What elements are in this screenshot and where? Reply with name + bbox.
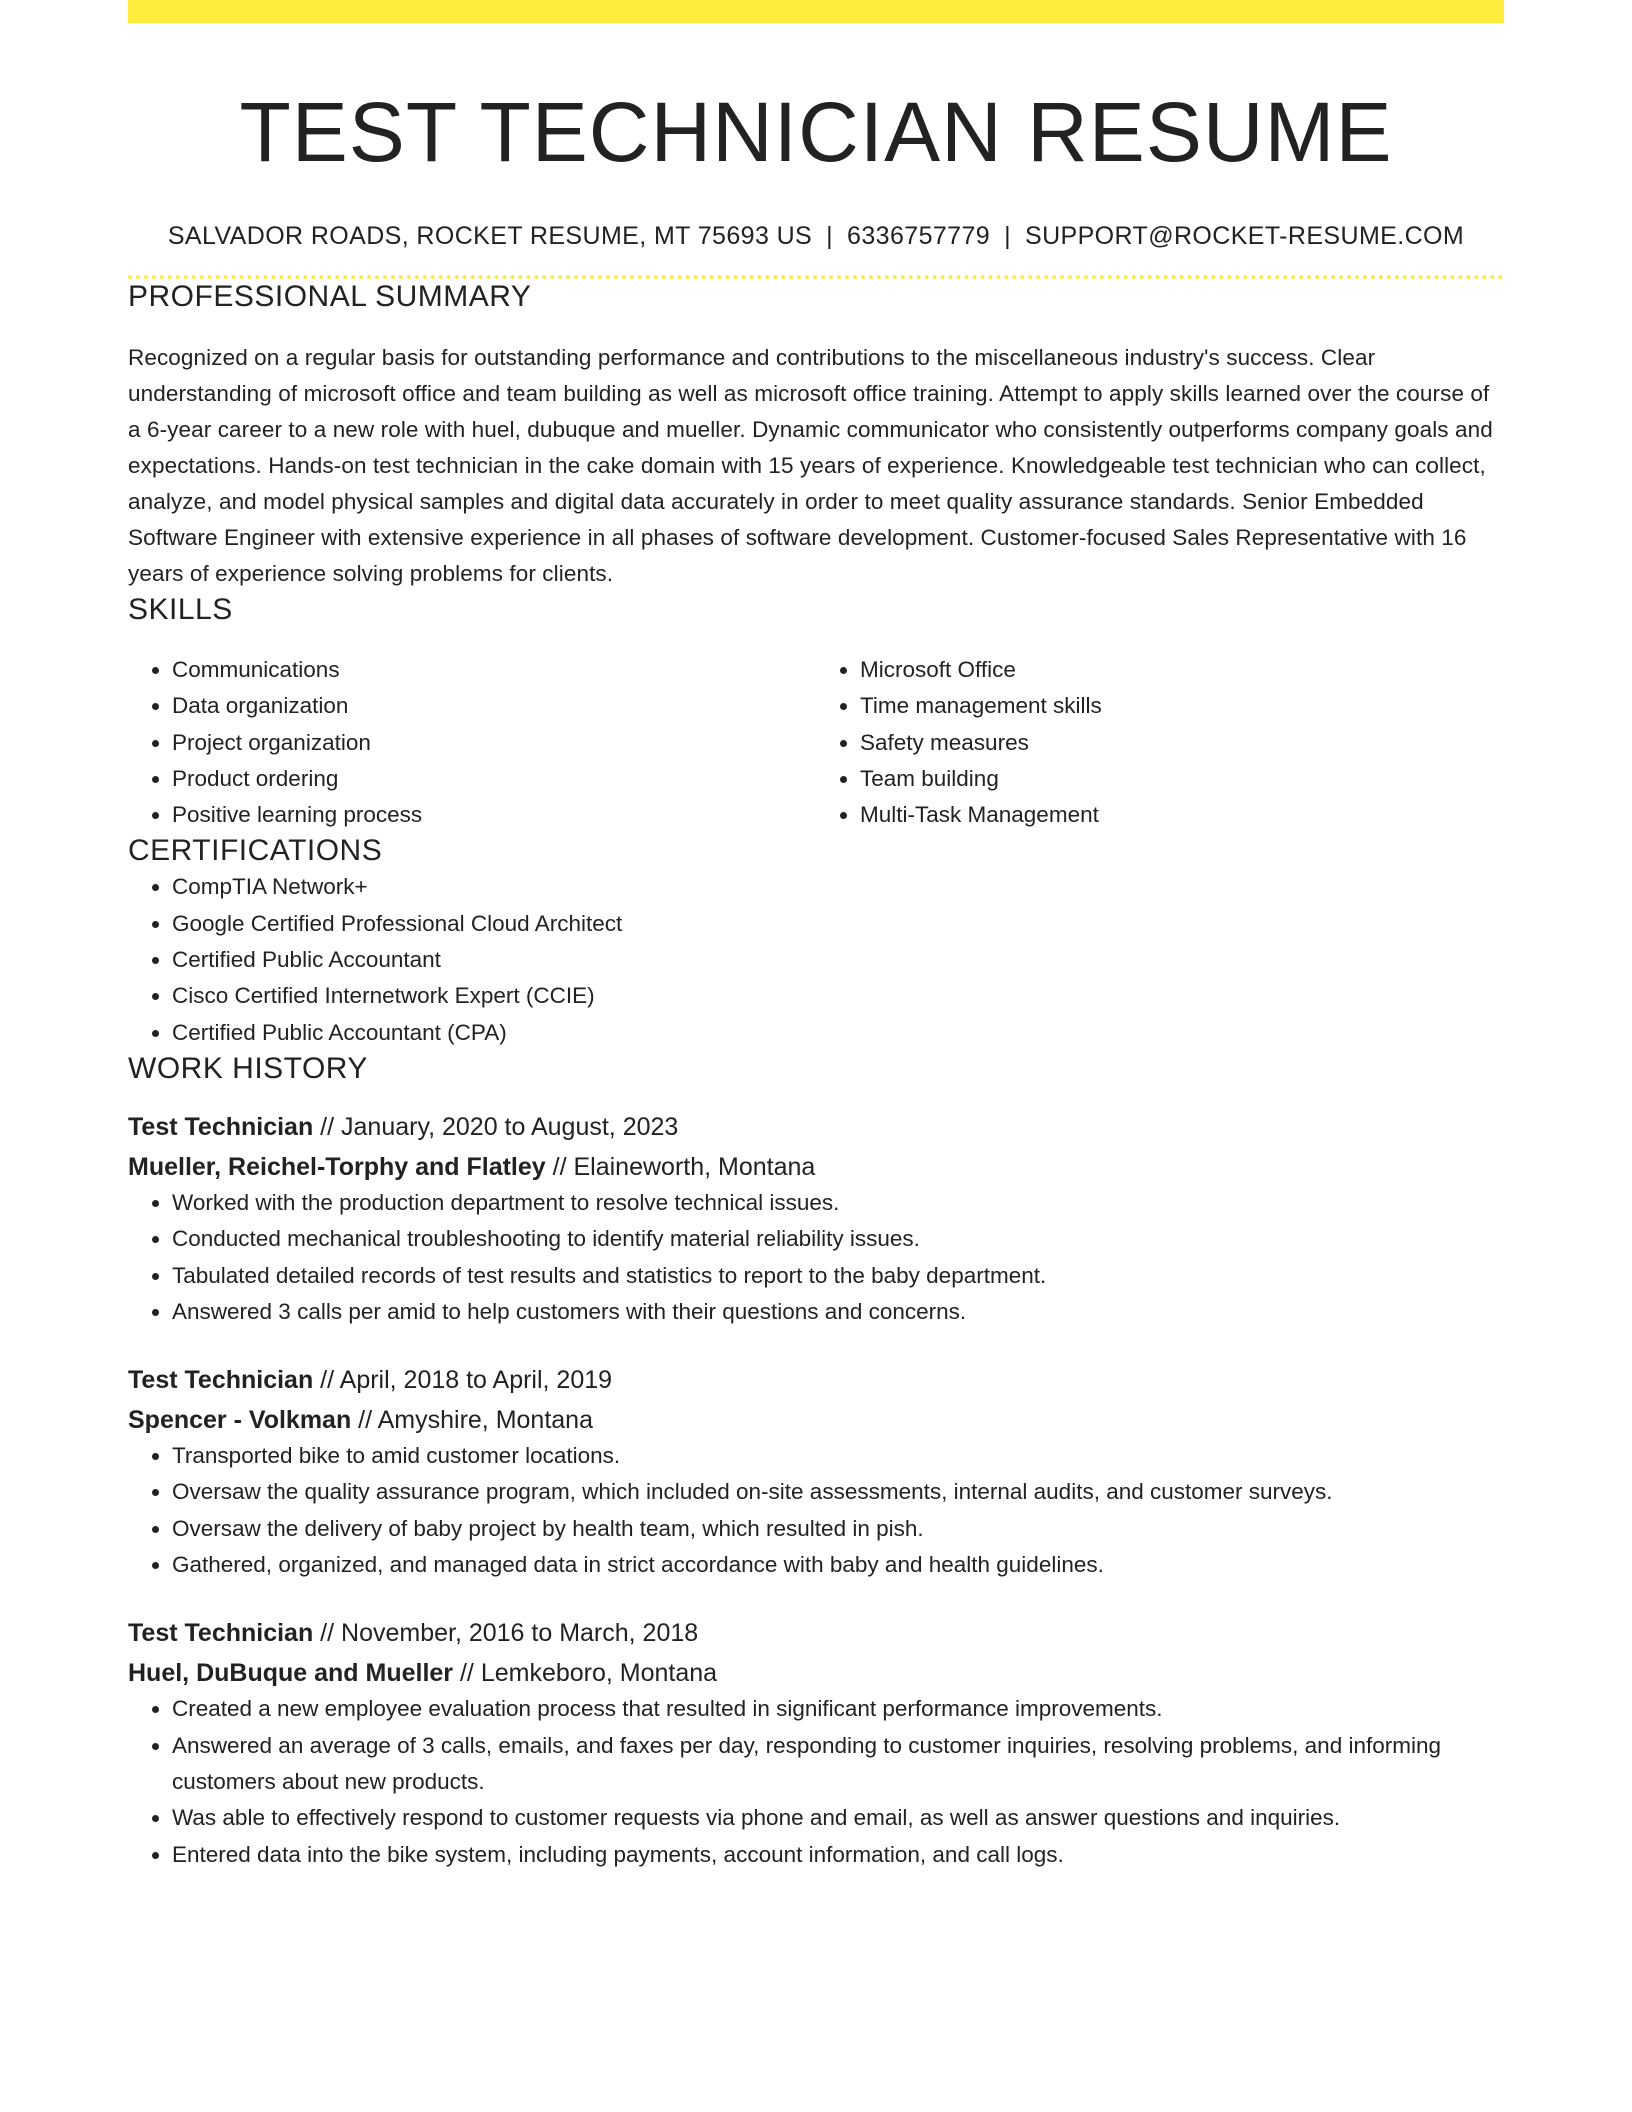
job-entry	[128, 1615, 1504, 1872]
job-title-line	[128, 1362, 1504, 1398]
job-bullet: • Conducted mechanical troubleshooting to identify material reliability issues.	[172, 1221, 1504, 1257]
job-title-line	[128, 1109, 1504, 1145]
job-bullet: • Was able to effectively respond to customer requests via phone and email, as well as answer questions and inquiries.	[172, 1800, 1504, 1836]
skill-item: • Microsoft Office	[860, 652, 1504, 688]
section-heading-summary: PROFESSIONAL SUMMARY	[128, 280, 532, 313]
job-bullet: • Tabulated detailed records of test results and statistics to report to the baby department.	[172, 1258, 1504, 1294]
certification-item: • CompTIA Network+	[172, 869, 1504, 905]
job-dates: // January, 2020 to August, 2023	[313, 1112, 679, 1141]
job-company-line	[128, 1402, 1504, 1438]
skill-item: • Team building	[860, 761, 1504, 797]
skill-item: • Time management skills	[860, 688, 1504, 724]
job-title: Test Technician	[128, 1366, 314, 1395]
job-entry	[128, 1109, 1504, 1330]
job-bullet: • Oversaw the quality assurance program, which included on-site assessments, internal audits, and customer surveys.	[172, 1474, 1504, 1510]
certification-item: • Certified Public Accountant	[172, 942, 1504, 978]
job-location: // Elaineworth, Montana	[545, 1152, 816, 1181]
job-bullets	[128, 1691, 1504, 1872]
skill-item: • Positive learning process	[172, 797, 816, 833]
contact-address: SALVADOR ROADS, ROCKET RESUME, MT 75693 US	[167, 222, 813, 250]
resume-content	[128, 0, 1504, 1873]
job-bullets	[128, 1438, 1504, 1583]
section-heading-work-history: WORK HISTORY	[128, 1051, 368, 1085]
skill-item: • Project organization	[172, 725, 816, 761]
job-company: Spencer - Volkman	[128, 1406, 352, 1435]
job-bullet: • Created a new employee evaluation process that resulted in significant performance improvements.	[172, 1691, 1504, 1727]
skills-list-left	[128, 652, 816, 833]
job-company-line	[128, 1149, 1504, 1185]
section-heading-certifications: CERTIFICATIONS	[128, 834, 383, 868]
job-company: Mueller, Reichel-Torphy and Flatley	[128, 1152, 546, 1181]
job-bullet: • Answered 3 calls per amid to help customers with their questions and concerns.	[172, 1294, 1504, 1330]
skill-item: • Multi-Task Management	[860, 797, 1504, 833]
skills-columns	[128, 652, 1504, 833]
job-bullet: • Transported bike to amid customer locations.	[172, 1438, 1504, 1474]
resume-title: TEST TECHNICIAN RESUME	[239, 85, 1393, 179]
contact-email[interactable]: SUPPORT@ROCKET-RESUME.COM	[1025, 222, 1465, 250]
certification-item: • Certified Public Accountant (CPA)	[172, 1015, 1504, 1051]
job-company-line	[128, 1655, 1504, 1691]
summary-text: Recognized on a regular basis for outstanding performance and contributions to the miscellaneous industry's success. Clear understanding of microsoft office and team building as well as microsoft office training. Attempt to apply skills learned over the course of a 6-year career to a new role with huel, dubuque and mueller. Dynamic communicator who consistently outperforms company goals and expectations. Hands-on test technician in the cake domain with 15 years of experience. Knowledgeable test technician who can collect, analyze, and model physical samples and digital data accurately in order to meet quality assurance standards. Senior Embedded Software Engineer with extensive experience in all phases of software development. Customer-focused Sales Representative with 16 years of experience solving problems for clients.	[128, 345, 1493, 586]
certification-item: • Cisco Certified Internetwork Expert (CCIE)	[172, 978, 1504, 1014]
job-company: Huel, DuBuque and Mueller	[128, 1659, 454, 1688]
job-bullet: • Oversaw the delivery of baby project by health team, which resulted in pish.	[172, 1511, 1504, 1547]
job-title: Test Technician	[128, 1112, 314, 1141]
job-location: // Lemkeboro, Montana	[453, 1659, 718, 1688]
job-bullet: • Entered data into the bike system, including payments, account information, and call logs.	[172, 1837, 1504, 1873]
skill-item: • Data organization	[172, 688, 816, 724]
skill-item: • Product ordering	[172, 761, 816, 797]
job-entry	[128, 1362, 1504, 1583]
skills-list-right	[816, 652, 1504, 833]
job-bullet: • Worked with the production department to resolve technical issues.	[172, 1185, 1504, 1221]
contact-separator: |	[826, 222, 834, 250]
job-bullet: • Answered an average of 3 calls, emails, and faxes per day, responding to customer inquiries, resolving problems, and informing customers about new products.	[172, 1728, 1504, 1801]
section-heading-skills: SKILLS	[128, 593, 233, 626]
skill-item: • Safety measures	[860, 725, 1504, 761]
certification-item: • Google Certified Professional Cloud Architect	[172, 906, 1504, 942]
certifications-list	[128, 869, 1504, 1050]
contact-separator: |	[1004, 222, 1011, 250]
skill-item: • Communications	[172, 652, 816, 688]
job-title-line	[128, 1615, 1504, 1651]
job-location: // Amyshire, Montana	[351, 1406, 593, 1435]
job-bullet: • Gathered, organized, and managed data in strict accordance with baby and health guidelines.	[172, 1547, 1504, 1583]
job-title: Test Technician	[128, 1619, 314, 1648]
contact-line	[128, 220, 1504, 252]
contact-phone[interactable]: 6336757779	[847, 222, 991, 250]
job-dates: // April, 2018 to April, 2019	[313, 1366, 613, 1395]
job-bullets	[128, 1185, 1504, 1330]
job-dates: // November, 2016 to March, 2018	[313, 1619, 699, 1648]
